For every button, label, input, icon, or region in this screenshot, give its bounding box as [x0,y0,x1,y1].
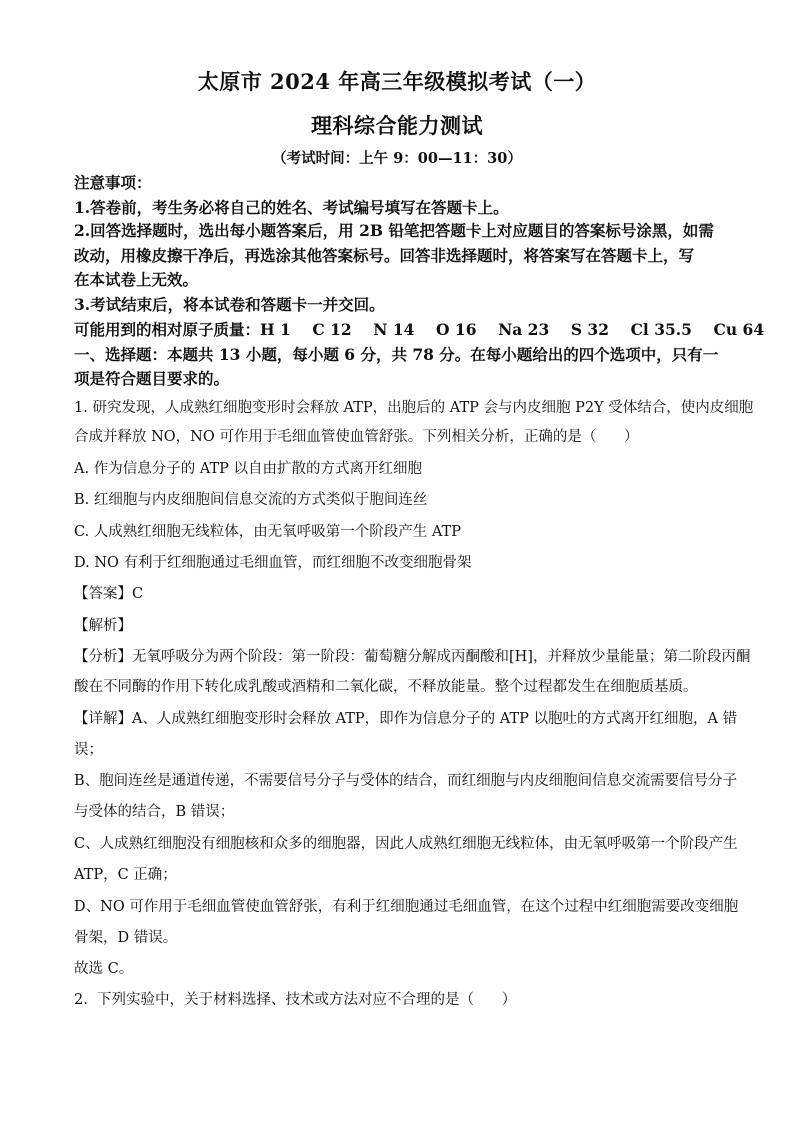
notice-item-1: 1.答卷前，考生务必将自己的姓名、考试编号填写在答题卡上。 [74,198,509,217]
atomic-masses: 可能用到的相对原子质量：H 1 C 12 N 14 O 16 Na 23 S 32 Cl 35.5 Cu 64 [74,320,765,339]
notice-heading: 注意事项： [74,173,152,192]
q1-stem-line-2: 合成并释放 NO，NO 可作用于毛细血管使血管舒张。下列相关分析，正确的是（ ） [74,429,639,445]
q1-option-b: B. 红细胞与内皮细胞间信息交流的方式类似于胞间连丝 [74,492,428,508]
q1-xiangjie-c-line-2: ATP，C 正确； [74,867,177,883]
q1-xiangjie-a-line-1: 【详解】A、人成熟红细胞变形时会释放 ATP，即作为信息分子的 ATP 以胞吐的方式离开红细胞，A 错 [74,711,738,727]
q1-xiangjie-d-line-2: 骨架，D 错误。 [74,930,178,946]
q2-stem-line-1: 2. 下列实验中，关于材料选择、技术或方法对应不合理的是（ ） [74,992,517,1008]
q1-xiangjie-b-line-1: B、胞间连丝是通道传递，不需要信号分子与受体的结合，而红细胞与内皮细胞间信息交流需要信号分子 [74,773,738,789]
q1-xiangjie-c-line-1: C、人成熟红细胞没有细胞核和众多的细胞器，因此人成熟红细胞无线粒体，由无氧呼吸第一个阶段产生 [74,836,738,852]
q1-option-d: D. NO 有利于红细胞通过毛细血管，而红细胞不改变细胞骨架 [74,555,472,571]
q1-fenxi-line-1: 【分析】无氧呼吸分为两个阶段：第一阶段：葡萄糖分解成丙酮酸和[H]，并释放少量能量；第二阶段丙酮 [74,649,751,665]
notice-item-2-line-1: 2.回答选择题时，选出每小题答案后，用 2B 铅笔把答题卡上对应题目的答案标号涂黑，如需 [74,221,714,240]
notice-item-2-line-2: 改动，用橡皮擦干净后，再选涂其他答案标号。回答非选择题时，将答案写在答题卡上，写 [74,246,695,265]
q1-conclusion: 故选 C。 [74,961,134,977]
section-1-line-2: 项是符合题目要求的。 [74,369,230,388]
q1-analysis-label: 【解析】 [74,618,132,634]
q1-xiangjie-a-line-2: 误； [74,742,103,758]
q1-answer: 【答案】C [74,586,144,602]
exam-title: 太原市 2024 年高三年级模拟考试（一） [197,69,597,94]
exam-subtitle: 理科综合能力测试 [311,113,483,138]
q1-option-c: C. 人成熟红细胞无线粒体，由无氧呼吸第一个阶段产生 ATP [74,524,462,540]
q1-option-a: A. 作为信息分子的 ATP 以自由扩散的方式离开红细胞 [74,461,423,477]
section-1-line-1: 一、选择题：本题共 13 小题，每小题 6 分，共 78 分。在每小题给出的四个选项中，只有一 [74,345,719,364]
q1-fenxi-line-2: 酸在不同酶的作用下转化成乳酸或酒精和二氧化碳，不释放能量。整个过程都发生在细胞质基质。 [74,679,698,695]
notice-item-2-line-3: 在本试卷上无效。 [74,270,199,289]
q1-xiangjie-d-line-1: D、NO 可作用于毛细血管使血管舒张，有利于红细胞通过毛细血管，在这个过程中红细胞需要改变细胞 [74,899,739,915]
q1-stem-line-1: 1. 研究发现，人成熟红细胞变形时会释放 ATP，出胞后的 ATP 会与内皮细胞 P2Y 受体结合，使内皮细胞 [74,400,754,416]
exam-time: （考试时间：上午 9：00—11：30） [272,150,522,167]
q1-xiangjie-b-line-2: 与受体的结合，B 错误； [74,804,235,820]
notice-item-3: 3.考试结束后，将本试卷和答题卡一并交回。 [74,295,385,314]
